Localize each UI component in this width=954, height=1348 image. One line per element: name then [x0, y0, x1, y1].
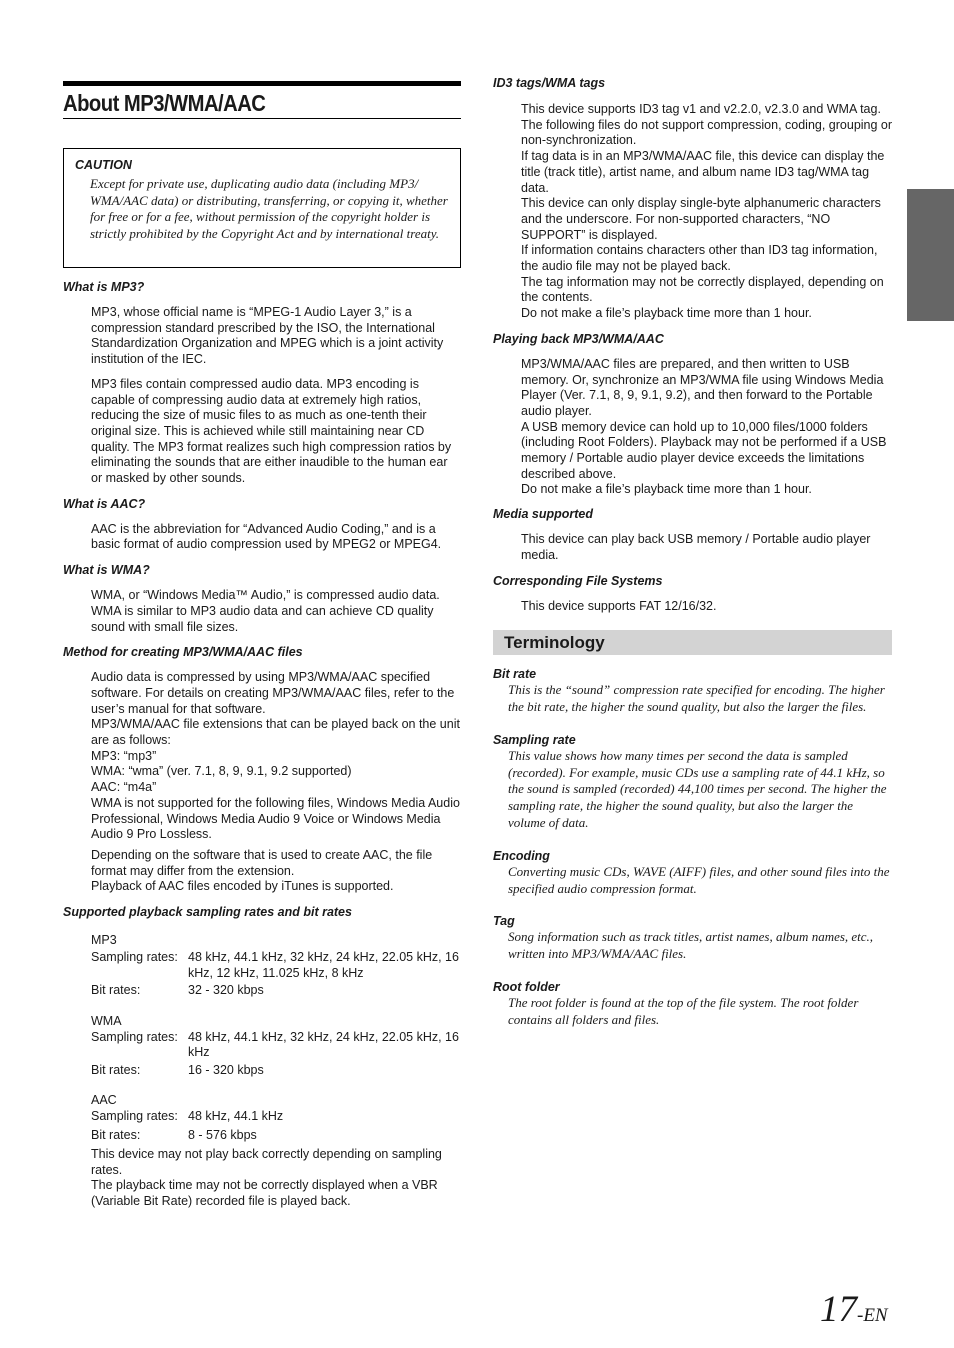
media-text	[493, 532, 893, 563]
what-wma-text	[63, 588, 461, 635]
term-definition: This is the “sound” compression rate specified for encoding. The higher the bit rate, the higher the sound quality, but also the larger the files.	[508, 682, 885, 715]
rates-mp3-bit-row	[91, 983, 461, 999]
what-aac-text	[63, 522, 461, 553]
filesystems-line: This device supports FAT 12/16/32.	[521, 598, 717, 613]
rates-wma-sampling-row	[91, 1030, 461, 1061]
method-line: Audio data is compressed by using MP3/WMA/AAC specified software. For details on creating MP3/WMA/AAC files, refer to the user’s manual for that software.	[91, 670, 455, 716]
what-mp3-heading: What is MP3?	[63, 280, 145, 294]
page-number-suffix: -EN	[857, 1305, 888, 1326]
id3-heading: ID3 tags/WMA tags	[493, 76, 606, 90]
rates-wma-bit-row	[91, 1063, 461, 1079]
filesystems-text	[493, 599, 893, 615]
method-line: WMA is not supported for the following files, Windows Media Audio Professional, Windows Media Audio 9 Voice or Windows Media Audio 9 Pro Lossless.	[91, 795, 460, 842]
rates-aac-sampling: 48 kHz, 44.1 kHz	[188, 1109, 284, 1124]
page-title: About MP3/WMA/AAC	[63, 90, 266, 116]
terminology-bar	[493, 630, 892, 655]
id3-text	[493, 102, 893, 322]
method-line: WMA: “wma” (ver. 7.1, 8, 9, 9.1, 9.2 supported)	[91, 764, 352, 779]
left-column	[63, 81, 461, 1210]
what-mp3-p2: MP3 files contain compressed audio data. MP3 encoding is capable of compressing audio data at extremely high ratios, reducing the size of music files to as much as one-tenth their original size. This is achieved while still maintaining near CD quality. The MP3 format realizes such high compression ratios by eliminating the sounds that are either inaudible to the human ear or masked by other sounds.	[91, 376, 452, 486]
what-aac-heading: What is AAC?	[63, 496, 146, 511]
method-heading: Method for creating MP3/WMA/AAC files	[63, 645, 303, 660]
method-line: MP3: “mp3”	[91, 748, 157, 763]
rates-aac-bit-row	[91, 1128, 461, 1144]
terminology-title: Terminology	[504, 633, 605, 653]
id3-line: This device can only display single-byte alphanumeric characters and the underscore. For non-supported characters, “NO SUPPORT” is displayed.	[521, 196, 881, 242]
id3-line: The tag information may not be correctly displayed, depending on the contents.	[521, 274, 884, 305]
method-line: MP3/WMA/AAC file extensions that can be played back on the unit are as follows:	[91, 717, 460, 748]
rates-note: The playback time may not be correctly displayed when a VBR (Variable Bit Rate) recorded file is played back.	[91, 1178, 438, 1208]
term-heading: Root folder	[493, 980, 560, 995]
method-line: Depending on the software that is used to create AAC, the file format may differ from the extension.	[91, 847, 433, 878]
rates-heading: Supported playback sampling rates and bit rates	[63, 905, 352, 920]
rates-mp3-name: MP3	[91, 933, 117, 948]
term-definition: The root folder is found at the top of the file system. The root folder contains all folders and files.	[508, 995, 859, 1027]
rates-mp3-sampling-label: Sampling rates:	[91, 949, 178, 964]
filesystems-heading: Corresponding File Systems	[493, 573, 663, 588]
rates-wma-name: WMA	[91, 1013, 122, 1028]
playing-text	[493, 357, 893, 498]
caution-heading: CAUTION	[75, 158, 132, 172]
what-mp3-p1: MP3, whose official name is “MPEG-1 Audio Layer 3,” is a compression standard prescribed by the ISO, the International Standardization Organization and MPEG which is a joint activity institution of the IEC.	[91, 305, 444, 367]
what-wma-p1: WMA, or “Windows Media™ Audio,” is compressed audio data. WMA is similar to MP3 audio data and can achieve CD quality sound with small file sizes.	[91, 588, 440, 634]
what-wma-heading: What is WMA?	[63, 563, 150, 578]
playing-line: Do not make a file’s playback time more than 1 hour.	[521, 482, 812, 497]
rates-wma-bit: 16 - 320 kbps	[188, 1063, 264, 1078]
playing-line: MP3/WMA/AAC files are prepared, and then written to USB memory. Or, synchronize an MP3/WMA file using Windows Media Player (Ver. 7.1, 8, 9, 9.1, 9.2), and then forward to the Portable audio player.	[521, 356, 884, 418]
id3-line: If information contains characters other than ID3 tag information, the audio file may not be played back.	[521, 243, 878, 274]
side-index-tab	[907, 189, 954, 321]
rates-mp3-bit-label: Bit rates:	[91, 983, 141, 998]
id3-line: This device supports ID3 tag v1 and v2.2.0, v2.3.0 and WMA tag. The following files do not support compression, coding, grouping or non-synchronization.	[521, 102, 893, 148]
term-definition: Converting music CDs, WAVE (AIFF) files, and other sound files into the specified audio compression format.	[508, 863, 890, 896]
rates-wma-sampling: 48 kHz, 44.1 kHz, 32 kHz, 24 kHz, 22.05 kHz, 16 kHz	[188, 1029, 459, 1060]
method-line: AAC: “m4a”	[91, 780, 157, 795]
rates-aac-sampling-label: Sampling rates:	[91, 1109, 178, 1124]
rates-mp3-sampling-row	[91, 950, 461, 981]
method-line: Playback of AAC files encoded by iTunes is supported.	[91, 879, 394, 894]
term-definition: This value shows how many times per second the data is sampled (recorded). For example, music CDs use a sampling rate of 44.1 kHz, so the sound is sampled (recorded) 44,100 times per second. The higher the sampling rate, the higher the sound quality, but also the larger the volume of data.	[508, 747, 887, 831]
term-heading: Sampling rate	[493, 732, 576, 747]
caution-text: Except for private use, duplicating audio data (including MP3/ WMA/AAC data) or distributing, transferring, or copying it, whether for free or for a fee, without permission of the copyright holder is strictly prohibited by the Copyright Act and by international treaty.	[90, 176, 448, 241]
rates-block	[63, 933, 461, 1210]
page-title-bar	[63, 81, 461, 119]
playing-heading: Playing back MP3/WMA/AAC	[493, 331, 664, 346]
rates-aac-sampling-row	[91, 1109, 461, 1125]
rates-mp3-sampling: 48 kHz, 44.1 kHz, 32 kHz, 24 kHz, 22.05 kHz, 16 kHz, 12 kHz, 11.025 kHz, 8 kHz	[188, 949, 459, 980]
term-heading: Encoding	[493, 848, 550, 863]
what-aac-p1: AAC is the abbreviation for “Advanced Audio Coding,” and is a basic format of audio compression used by MPEG2 or MPEG4.	[91, 521, 442, 552]
rates-aac-name: AAC	[91, 1092, 117, 1107]
term-definition: Song information such as track titles, artist names, album names, etc., written into MP3/WMA/AAC files.	[508, 929, 874, 962]
id3-line: If tag data is in an MP3/WMA/AAC file, this device can display the title (track title), artist name, and album name ID3 tag/WMA tag data.	[521, 149, 885, 195]
right-column	[493, 76, 893, 1029]
rates-aac-bit: 8 - 576 kbps	[188, 1128, 257, 1143]
rates-aac-bit-label: Bit rates:	[91, 1128, 141, 1143]
term-heading: Bit rate	[493, 667, 537, 682]
page-number	[820, 1290, 888, 1330]
rates-wma-sampling-label: Sampling rates:	[91, 1029, 178, 1044]
rates-wma-bit-label: Bit rates:	[91, 1063, 141, 1078]
page-number-value: 17	[820, 1289, 857, 1330]
caution-box	[63, 148, 461, 268]
media-heading: Media supported	[493, 507, 594, 522]
playing-line: A USB memory device can hold up to 10,000 files/1000 folders (including Root Folders). Playback may not be performed if a USB memory / Portable audio player device exceeds the limitations described above.	[521, 419, 887, 481]
method-text	[63, 670, 461, 895]
rates-mp3-bit: 32 - 320 kbps	[188, 983, 264, 998]
media-line: This device can play back USB memory / Portable audio player media.	[521, 532, 871, 562]
rates-note: This device may not play back correctly depending on sampling rates.	[91, 1146, 442, 1177]
what-mp3-text	[63, 305, 461, 487]
id3-line: Do not make a file’s playback time more than 1 hour.	[521, 306, 812, 321]
term-heading: Tag	[493, 914, 515, 929]
